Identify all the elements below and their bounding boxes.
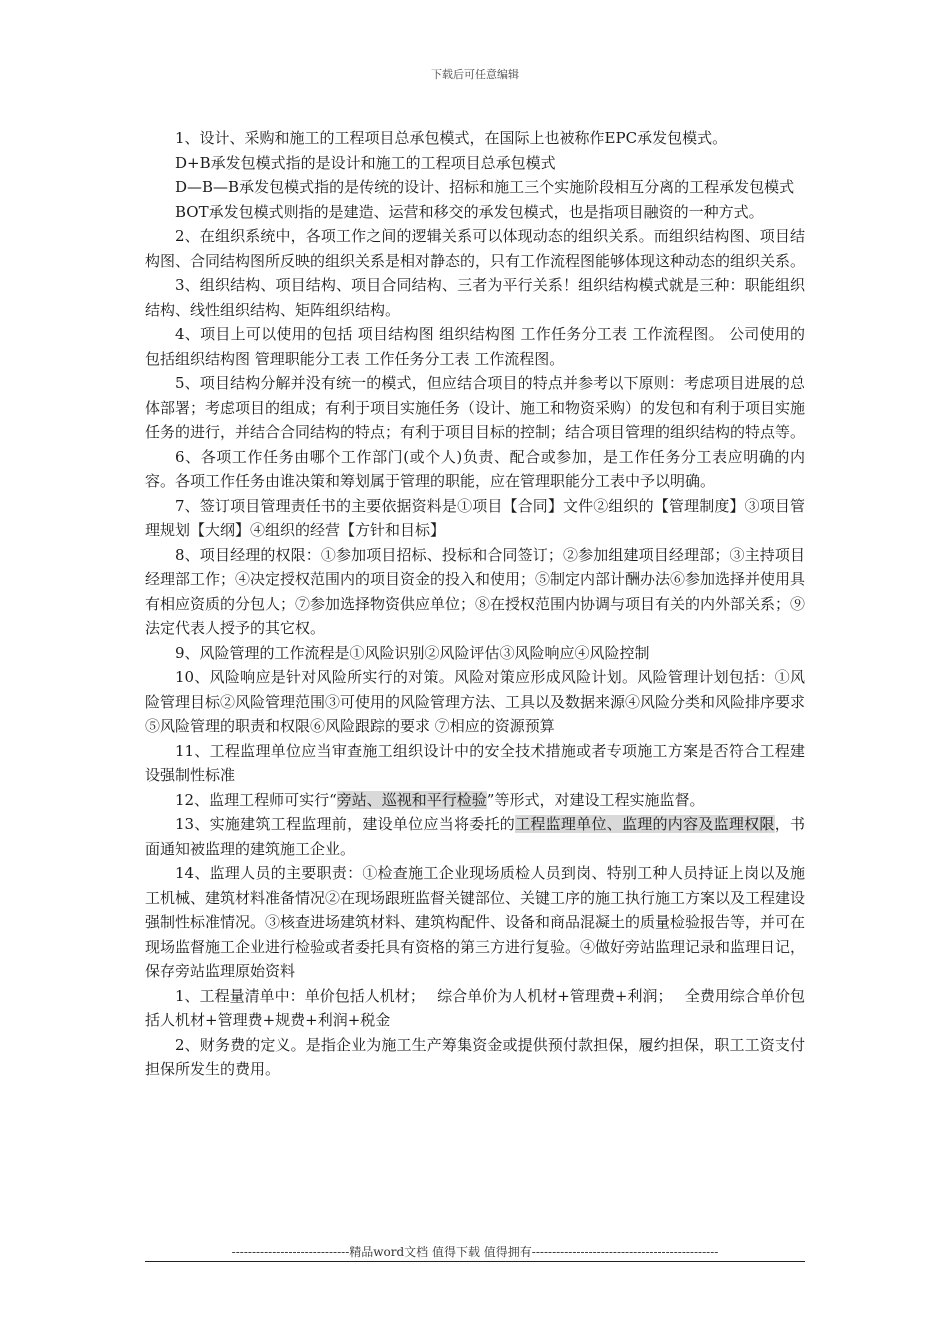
paragraph: 1、工程量清单中：单价包括人机材； 综合单价为人机材+管理费+利润； 全费用综合单价包括人机材+管理费+规费+利润+税金 — [145, 986, 805, 1029]
paragraph: 14、监理人员的主要职责：①检查施工企业现场质检人员到岗、特别工种人员持证上岗以及施工机械、建筑材料准备情况②在现场跟班监督关键部位、关键工序的施工执行施工方案以及工程建设强制性标准情况。③核查进场建筑材料、建筑构配件、设备和商品混凝土的质量检验报告等，并可在现场监督施工企业进行检验或者委托具有资格的第三方进行复验。④做好旁站监理记录和监理日记，保存旁站监理原始资料 — [145, 864, 806, 980]
highlighted-text: 旁站、巡视和平行检验 — [336, 790, 487, 809]
paragraph: 3、组织结构、项目结构、项目合同结构、三者为平行关系！组织结构模式就是三种：职能组织结构、线性组织结构、矩阵组织结构。 — [145, 276, 805, 319]
highlighted-text: 工程监理单位、监理的内容及监理权限 — [515, 815, 775, 833]
document-body — [145, 126, 805, 1082]
paragraph: 11、工程监理单位应当审查施工组织设计中的安全技术措施或者专项施工方案是否符合工程建设强制性标准 — [145, 741, 805, 784]
paragraph: 5、项目结构分解并没有统一的模式，但应结合项目的特点并参考以下原则：考虑项目进展的总体部署；考虑项目的组成；有利于项目实施任务（设计、施工和物资采购）的发包和有利于项目实施任务的进行，并结合合同结构的特点；有利于项目目标的控制；结合项目管理的组织结构的特点等。 — [145, 374, 806, 441]
paragraph: 8、项目经理的权限：①参加项目招标、投标和合同签订；②参加组建项目经理部；③主持项目经理部工作；④决定授权范围内的项目资金的投入和使用；⑤制定内部计酬办法⑥参加选择并使用具有相应资质的分包人；⑦参加选择物资供应单位；⑧在授权范围内协调与项目有关的内外部关系；⑨法定代表人授予的其它权。 — [145, 545, 806, 637]
paragraph: 9、风险管理的工作流程是①风险识别②风险评估③风险响应④风险控制 — [175, 643, 650, 662]
text: ”等形式，对建设工程实施监督。 — [486, 790, 705, 809]
page-footer: -----------------------------精品word文档 值得下载 值得拥有---------------------------------------------- — [231, 1245, 719, 1259]
paragraph: 1、设计、采购和施工的工程项目总承包模式，在国际上也被称作EPC承发包模式。 — [175, 129, 728, 147]
paragraph-13 — [145, 812, 805, 861]
paragraph-12 — [145, 788, 805, 813]
paragraph: 2、在组织系统中，各项工作之间的逻辑关系可以体现动态的组织关系。而组织结构图、项目结构图、合同结构图所反映的组织关系是相对静态的，只有工作流程图能够体现这种动态的组织关系。 — [145, 227, 806, 270]
text: 13、实施建筑工程监理前，建设单位应当将委托的 — [175, 815, 516, 833]
paragraph: 2、财务费的定义。是指企业为施工生产筹集资金或提供预付款担保，履约担保，职工工资支付担保所发生的费用。 — [145, 1035, 805, 1078]
paragraph: 4、项目上可以使用的包括 项目结构图 组织结构图 工作任务分工表 工作流程图。 公司使用的包括组织结构图 管理职能分工表 工作任务分工表 工作流程图。 — [145, 325, 805, 368]
paragraph: BOT承发包模式则指的是建造、运营和移交的承发包模式，也是指项目融资的一种方式。 — [175, 202, 764, 221]
footer-rule — [145, 1261, 805, 1262]
paragraph: D+B承发包模式指的是设计和施工的工程项目总承包模式 — [175, 153, 556, 172]
paragraph: D—B—B承发包模式指的是传统的设计、招标和施工三个实施阶段相互分离的工程承发包模式 — [175, 178, 795, 196]
paragraph: 6、各项工作任务由哪个工作部门(或个人)负责、配合或参加，是工作任务分工表应明确的内容。各项工作任务由谁决策和筹划属于管理的职能，应在管理职能分工表中予以明确。 — [145, 447, 805, 490]
paragraph: 10、风险响应是针对风险所实行的对策。风险对策应形成风险计划。风险管理计划包括：①风险管理目标②风险管理范围③可使用的风险管理方法、工具以及数据来源④风险分类和风险排序要求⑤风险管理的职责和权限⑥风险跟踪的要求 ⑦相应的资源预算 — [145, 668, 806, 735]
page-header: 下载后可任意编辑 — [431, 68, 519, 81]
text: 12、监理工程师可实行“ — [175, 790, 337, 809]
text: ，书面通知被监理的建筑施工企业。 — [145, 815, 805, 858]
paragraph: 7、签订项目管理责任书的主要依据资料是①项目【合同】文件②组织的【管理制度】③项目管理规划【大纲】④组织的经营【方针和目标】 — [145, 496, 805, 539]
